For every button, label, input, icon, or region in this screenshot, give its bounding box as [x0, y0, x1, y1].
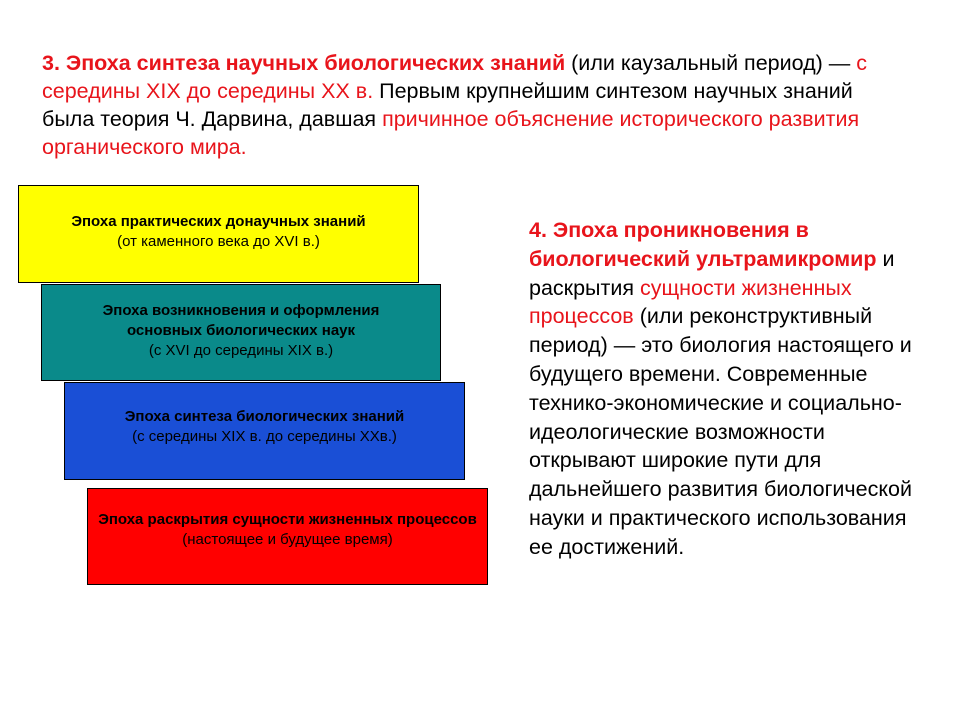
- heading-or-causal: (или каузальный период) —: [565, 51, 857, 75]
- stair-title: Эпоха синтеза биологических знаний: [124, 408, 405, 425]
- heading-epoch-title: 3. Эпоха синтеза научных биологических знаний: [42, 51, 566, 75]
- stair-emergence-epoch: [41, 284, 441, 381]
- stair-title: Эпоха практических донаучных знаний: [71, 213, 366, 230]
- stair-subtitle: (от каменного века до XVI в.): [117, 233, 320, 250]
- heading-paragraph: [42, 49, 902, 161]
- heading-red-end: причинное объяснение исторического развития органического мира.: [42, 107, 860, 159]
- right-text-1: и раскрытия: [529, 246, 895, 300]
- stair-practical-epoch: [18, 185, 419, 283]
- right-epoch-title: 4. Эпоха проникновения в биологический ультрамикромир: [529, 218, 877, 271]
- right-text-2: (или реконструктивный период) — это биология настоящего и будущего времени. Современные технико-экономические и социально-идеологические возможности открывают широкие пути для дальнейшего развития биологической науки и практического использования ее достижений.: [529, 304, 912, 559]
- right-paragraph: [529, 216, 929, 562]
- stair-life-processes-epoch: [87, 488, 488, 585]
- heading-text: Первым крупнейшим синтезом научных знаний была теория Ч. Дарвина, давшая: [42, 79, 853, 131]
- stair-subtitle: (настоящее и будущее время): [182, 530, 393, 548]
- heading-period: с середины XIX до середины XX в.: [42, 51, 868, 103]
- stair-subtitle: (с XVI до середины XIX в.): [148, 341, 334, 359]
- stair-synthesis-epoch: [64, 382, 465, 480]
- stair-subtitle: (с середины XIX в. до середины XXв.): [132, 428, 397, 445]
- right-red-phrase: сущности жизненных процессов: [529, 275, 852, 329]
- stair-title: Эпоха возникновения и оформления основных биологических наук: [102, 301, 380, 339]
- stair-title: Эпоха раскрытия сущности жизненных процессов: [98, 510, 477, 528]
